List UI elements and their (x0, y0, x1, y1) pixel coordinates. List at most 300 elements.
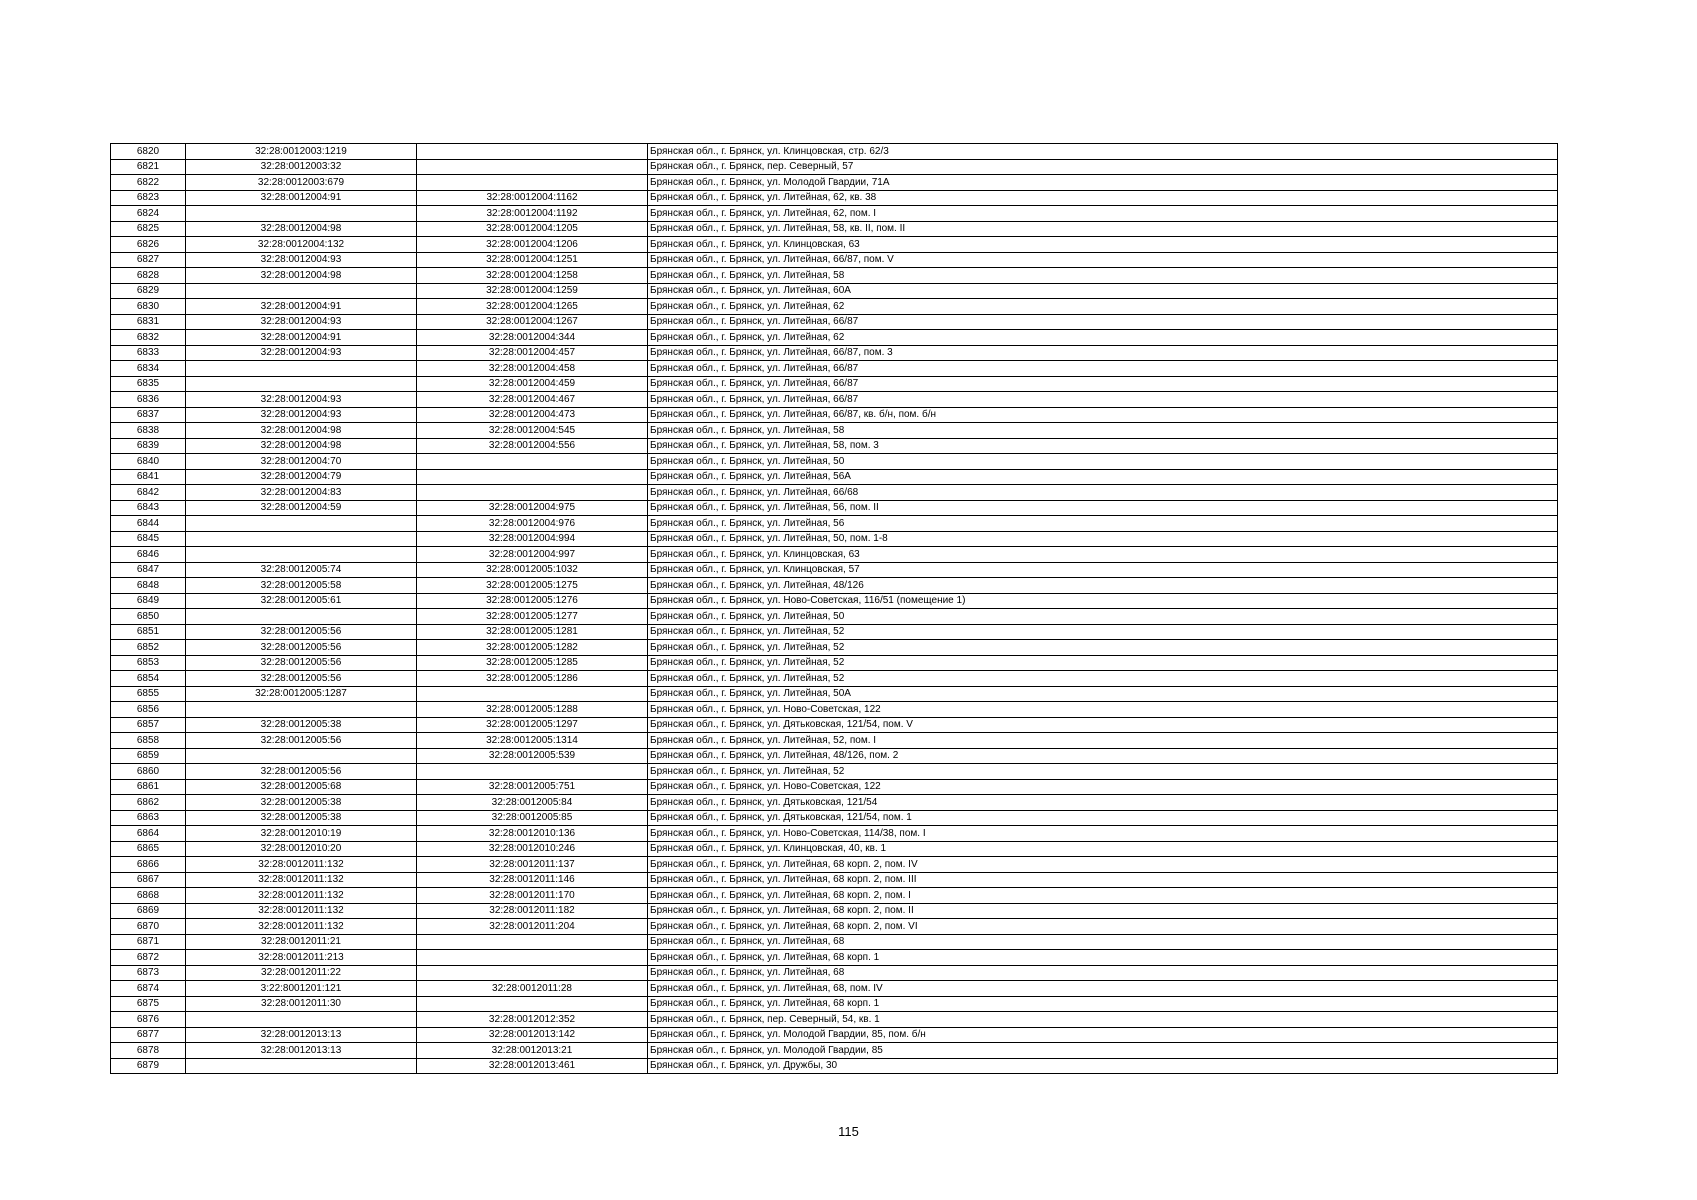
row-number-cell: 6824 (111, 206, 186, 222)
address-cell: Брянская обл., г. Брянск, ул. Литейная, 68, пом. IV (648, 981, 1558, 997)
land-cadastral-number-cell: 32:28:0012011:213 (186, 950, 417, 966)
land-cadastral-number-cell: 32:28:0012004:70 (186, 454, 417, 470)
table-row (111, 221, 1558, 237)
object-cadastral-number-cell: 32:28:0012010:246 (417, 841, 648, 857)
address-cell: Брянская обл., г. Брянск, ул. Литейная, 56 (648, 516, 1558, 532)
object-cadastral-number-cell: 32:28:0012013:461 (417, 1058, 648, 1074)
table-row (111, 593, 1558, 609)
table-row (111, 578, 1558, 594)
land-cadastral-number-cell (186, 748, 417, 764)
page-number: 115 (838, 1124, 859, 1139)
row-number-cell: 6860 (111, 764, 186, 780)
table-row (111, 314, 1558, 330)
land-cadastral-number-cell (186, 283, 417, 299)
address-cell: Брянская обл., г. Брянск, ул. Литейная, 68 корп. 2, пом. II (648, 903, 1558, 919)
address-cell: Брянская обл., г. Брянск, ул. Клинцовская, 63 (648, 237, 1558, 253)
address-cell: Брянская обл., г. Брянск, ул. Литейная, 62, пом. I (648, 206, 1558, 222)
object-cadastral-number-cell: 32:28:0012005:1281 (417, 624, 648, 640)
row-number-cell: 6840 (111, 454, 186, 470)
address-cell: Брянская обл., г. Брянск, ул. Литейная, 50 (648, 454, 1558, 470)
address-cell: Брянская обл., г. Брянск, ул. Литейная, 50 (648, 609, 1558, 625)
land-cadastral-number-cell: 32:28:0012004:98 (186, 438, 417, 454)
table-row (111, 283, 1558, 299)
land-cadastral-number-cell: 3:22:8001201:121 (186, 981, 417, 997)
object-cadastral-number-cell: 32:28:0012005:84 (417, 795, 648, 811)
land-cadastral-number-cell: 32:28:0012011:132 (186, 888, 417, 904)
table-row (111, 950, 1558, 966)
land-cadastral-number-cell: 32:28:0012004:91 (186, 190, 417, 206)
object-cadastral-number-cell: 32:28:0012004:556 (417, 438, 648, 454)
table-row (111, 671, 1558, 687)
object-cadastral-number-cell: 32:28:0012005:1288 (417, 702, 648, 718)
address-cell: Брянская обл., г. Брянск, ул. Литейная, 58, пом. 3 (648, 438, 1558, 454)
table-row (111, 299, 1558, 315)
row-number-cell: 6837 (111, 407, 186, 423)
address-cell: Брянская обл., г. Брянск, ул. Молодой Гвардии, 85, пом. б/н (648, 1027, 1558, 1043)
address-cell: Брянская обл., г. Брянск, ул. Литейная, 52 (648, 655, 1558, 671)
row-number-cell: 6828 (111, 268, 186, 284)
land-cadastral-number-cell: 32:28:0012003:32 (186, 159, 417, 175)
object-cadastral-number-cell: 32:28:0012004:1192 (417, 206, 648, 222)
address-cell: Брянская обл., г. Брянск, ул. Ново-Советская, 122 (648, 779, 1558, 795)
address-cell: Брянская обл., г. Брянск, ул. Дятьковская, 121/54, пом. V (648, 717, 1558, 733)
object-cadastral-number-cell: 32:28:0012005:1285 (417, 655, 648, 671)
address-cell: Брянская обл., г. Брянск, пер. Северный, 54, кв. 1 (648, 1012, 1558, 1028)
address-cell: Брянская обл., г. Брянск, ул. Литейная, 52 (648, 640, 1558, 656)
table-row (111, 640, 1558, 656)
address-cell: Брянская обл., г. Брянск, ул. Литейная, 52 (648, 671, 1558, 687)
land-cadastral-number-cell: 32:28:0012005:56 (186, 640, 417, 656)
object-cadastral-number-cell: 32:28:0012004:1251 (417, 252, 648, 268)
object-cadastral-number-cell: 32:28:0012004:458 (417, 361, 648, 377)
row-number-cell: 6852 (111, 640, 186, 656)
table-row (111, 268, 1558, 284)
object-cadastral-number-cell: 32:28:0012005:1282 (417, 640, 648, 656)
table-row (111, 934, 1558, 950)
object-cadastral-number-cell: 32:28:0012005:1297 (417, 717, 648, 733)
table-row (111, 376, 1558, 392)
table-row (111, 392, 1558, 408)
address-cell: Брянская обл., г. Брянск, ул. Клинцовская, 63 (648, 547, 1558, 563)
table-row (111, 888, 1558, 904)
row-number-cell: 6848 (111, 578, 186, 594)
object-cadastral-number-cell: 32:28:0012005:751 (417, 779, 648, 795)
address-cell: Брянская обл., г. Брянск, ул. Литейная, 58 (648, 423, 1558, 439)
object-cadastral-number-cell: 32:28:0012005:539 (417, 748, 648, 764)
object-cadastral-number-cell: 32:28:0012004:1162 (417, 190, 648, 206)
row-number-cell: 6854 (111, 671, 186, 687)
object-cadastral-number-cell: 32:28:0012011:146 (417, 872, 648, 888)
address-cell: Брянская обл., г. Брянск, ул. Литейная, 56, пом. II (648, 500, 1558, 516)
row-number-cell: 6826 (111, 237, 186, 253)
address-cell: Брянская обл., г. Брянск, ул. Клинцовская, 40, кв. 1 (648, 841, 1558, 857)
registry-table-body (111, 144, 1558, 1074)
row-number-cell: 6864 (111, 826, 186, 842)
address-cell: Брянская обл., г. Брянск, пер. Северный, 57 (648, 159, 1558, 175)
row-number-cell: 6849 (111, 593, 186, 609)
table-row (111, 996, 1558, 1012)
object-cadastral-number-cell: 32:28:0012012:352 (417, 1012, 648, 1028)
object-cadastral-number-cell: 32:28:0012011:170 (417, 888, 648, 904)
address-cell: Брянская обл., г. Брянск, ул. Дятьковская, 121/54, пом. 1 (648, 810, 1558, 826)
land-cadastral-number-cell: 32:28:0012011:21 (186, 934, 417, 950)
object-cadastral-number-cell: 32:28:0012005:1276 (417, 593, 648, 609)
land-cadastral-number-cell: 32:28:0012005:68 (186, 779, 417, 795)
land-cadastral-number-cell (186, 1058, 417, 1074)
object-cadastral-number-cell (417, 764, 648, 780)
row-number-cell: 6856 (111, 702, 186, 718)
table-row (111, 624, 1558, 640)
land-cadastral-number-cell (186, 531, 417, 547)
table-row (111, 872, 1558, 888)
object-cadastral-number-cell: 32:28:0012004:1205 (417, 221, 648, 237)
row-number-cell: 6825 (111, 221, 186, 237)
object-cadastral-number-cell: 32:28:0012005:85 (417, 810, 648, 826)
address-cell: Брянская обл., г. Брянск, ул. Литейная, 52 (648, 764, 1558, 780)
table-row (111, 655, 1558, 671)
row-number-cell: 6859 (111, 748, 186, 764)
row-number-cell: 6829 (111, 283, 186, 299)
land-cadastral-number-cell: 32:28:0012011:30 (186, 996, 417, 1012)
land-cadastral-number-cell: 32:28:0012004:93 (186, 252, 417, 268)
table-row (111, 454, 1558, 470)
object-cadastral-number-cell: 32:28:0012004:457 (417, 345, 648, 361)
object-cadastral-number-cell: 32:28:0012004:545 (417, 423, 648, 439)
row-number-cell: 6870 (111, 919, 186, 935)
address-cell: Брянская обл., г. Брянск, ул. Литейная, 60А (648, 283, 1558, 299)
table-row (111, 159, 1558, 175)
object-cadastral-number-cell: 32:28:0012004:1206 (417, 237, 648, 253)
table-row (111, 1043, 1558, 1059)
row-number-cell: 6842 (111, 485, 186, 501)
row-number-cell: 6873 (111, 965, 186, 981)
address-cell: Брянская обл., г. Брянск, ул. Литейная, 62 (648, 299, 1558, 315)
row-number-cell: 6820 (111, 144, 186, 160)
address-cell: Брянская обл., г. Брянск, ул. Литейная, 62 (648, 330, 1558, 346)
row-number-cell: 6831 (111, 314, 186, 330)
address-cell: Брянская обл., г. Брянск, ул. Ново-Советская, 122 (648, 702, 1558, 718)
land-cadastral-number-cell: 32:28:0012005:56 (186, 764, 417, 780)
row-number-cell: 6841 (111, 469, 186, 485)
land-cadastral-number-cell: 32:28:0012004:98 (186, 268, 417, 284)
address-cell: Брянская обл., г. Брянск, ул. Литейная, 66/87, пом. V (648, 252, 1558, 268)
object-cadastral-number-cell: 32:28:0012005:1314 (417, 733, 648, 749)
table-row (111, 733, 1558, 749)
object-cadastral-number-cell: 32:28:0012011:137 (417, 857, 648, 873)
address-cell: Брянская обл., г. Брянск, ул. Клинцовская, стр. 62/3 (648, 144, 1558, 160)
table-row (111, 190, 1558, 206)
address-cell: Брянская обл., г. Брянск, ул. Литейная, 68 корп. 2, пом. VI (648, 919, 1558, 935)
object-cadastral-number-cell: 32:28:0012004:473 (417, 407, 648, 423)
address-cell: Брянская обл., г. Брянск, ул. Ново-Советская, 114/38, пом. I (648, 826, 1558, 842)
table-row (111, 810, 1558, 826)
table-row (111, 764, 1558, 780)
table-row (111, 795, 1558, 811)
row-number-cell: 6878 (111, 1043, 186, 1059)
land-cadastral-number-cell: 32:28:0012013:13 (186, 1027, 417, 1043)
table-row (111, 965, 1558, 981)
land-cadastral-number-cell: 32:28:0012005:56 (186, 655, 417, 671)
table-row (111, 1027, 1558, 1043)
land-cadastral-number-cell: 32:28:0012004:98 (186, 221, 417, 237)
address-cell: Брянская обл., г. Брянск, ул. Клинцовская, 57 (648, 562, 1558, 578)
table-row (111, 423, 1558, 439)
land-cadastral-number-cell: 32:28:0012004:91 (186, 299, 417, 315)
address-cell: Брянская обл., г. Брянск, ул. Литейная, 68 корп. 2, пом. IV (648, 857, 1558, 873)
address-cell: Брянская обл., г. Брянск, ул. Литейная, 62, кв. 38 (648, 190, 1558, 206)
land-cadastral-number-cell (186, 361, 417, 377)
table-row (111, 516, 1558, 532)
table-row (111, 609, 1558, 625)
address-cell: Брянская обл., г. Брянск, ул. Литейная, 66/87 (648, 314, 1558, 330)
table-row (111, 981, 1558, 997)
land-cadastral-number-cell: 32:28:0012005:56 (186, 624, 417, 640)
object-cadastral-number-cell: 32:28:0012013:142 (417, 1027, 648, 1043)
table-row (111, 345, 1558, 361)
row-number-cell: 6847 (111, 562, 186, 578)
table-row (111, 330, 1558, 346)
table-row (111, 407, 1558, 423)
object-cadastral-number-cell (417, 485, 648, 501)
table-row (111, 485, 1558, 501)
land-cadastral-number-cell: 32:28:0012005:38 (186, 810, 417, 826)
object-cadastral-number-cell: 32:28:0012004:1267 (417, 314, 648, 330)
address-cell: Брянская обл., г. Брянск, ул. Литейная, 68 (648, 934, 1558, 950)
address-cell: Брянская обл., г. Брянск, ул. Литейная, 66/87 (648, 392, 1558, 408)
object-cadastral-number-cell (417, 144, 648, 160)
object-cadastral-number-cell: 32:28:0012011:28 (417, 981, 648, 997)
table-row (111, 252, 1558, 268)
land-cadastral-number-cell: 32:28:0012005:58 (186, 578, 417, 594)
row-number-cell: 6821 (111, 159, 186, 175)
address-cell: Брянская обл., г. Брянск, ул. Дятьковская, 121/54 (648, 795, 1558, 811)
table-row (111, 206, 1558, 222)
address-cell: Брянская обл., г. Брянск, ул. Дружбы, 30 (648, 1058, 1558, 1074)
land-cadastral-number-cell: 32:28:0012003:1219 (186, 144, 417, 160)
address-cell: Брянская обл., г. Брянск, ул. Литейная, 50, пом. 1-8 (648, 531, 1558, 547)
table-row (111, 469, 1558, 485)
row-number-cell: 6858 (111, 733, 186, 749)
table-row (111, 175, 1558, 191)
table-row (111, 857, 1558, 873)
land-cadastral-number-cell (186, 609, 417, 625)
land-cadastral-number-cell (186, 702, 417, 718)
object-cadastral-number-cell: 32:28:0012011:204 (417, 919, 648, 935)
row-number-cell: 6862 (111, 795, 186, 811)
object-cadastral-number-cell: 32:28:0012004:994 (417, 531, 648, 547)
land-cadastral-number-cell: 32:28:0012010:20 (186, 841, 417, 857)
land-cadastral-number-cell: 32:28:0012004:79 (186, 469, 417, 485)
land-cadastral-number-cell: 32:28:0012011:132 (186, 857, 417, 873)
row-number-cell: 6839 (111, 438, 186, 454)
land-cadastral-number-cell (186, 547, 417, 563)
table-row (111, 1058, 1558, 1074)
row-number-cell: 6823 (111, 190, 186, 206)
row-number-cell: 6827 (111, 252, 186, 268)
land-cadastral-number-cell (186, 376, 417, 392)
address-cell: Брянская обл., г. Брянск, ул. Молодой Гвардии, 71А (648, 175, 1558, 191)
object-cadastral-number-cell: 32:28:0012004:975 (417, 500, 648, 516)
address-cell: Брянская обл., г. Брянск, ул. Ново-Советская, 116/51 (помещение 1) (648, 593, 1558, 609)
table-row (111, 826, 1558, 842)
table-row (111, 919, 1558, 935)
object-cadastral-number-cell: 32:28:0012011:182 (417, 903, 648, 919)
land-cadastral-number-cell: 32:28:0012004:83 (186, 485, 417, 501)
address-cell: Брянская обл., г. Брянск, ул. Литейная, 52, пом. I (648, 733, 1558, 749)
address-cell: Брянская обл., г. Брянск, ул. Литейная, 58 (648, 268, 1558, 284)
land-cadastral-number-cell: 32:28:0012004:93 (186, 407, 417, 423)
land-cadastral-number-cell: 32:28:0012005:38 (186, 795, 417, 811)
object-cadastral-number-cell (417, 159, 648, 175)
land-cadastral-number-cell: 32:28:0012003:679 (186, 175, 417, 191)
object-cadastral-number-cell: 32:28:0012013:21 (417, 1043, 648, 1059)
row-number-cell: 6855 (111, 686, 186, 702)
row-number-cell: 6838 (111, 423, 186, 439)
land-cadastral-number-cell: 32:28:0012011:132 (186, 872, 417, 888)
object-cadastral-number-cell (417, 996, 648, 1012)
object-cadastral-number-cell: 32:28:0012005:1275 (417, 578, 648, 594)
table-row (111, 903, 1558, 919)
row-number-cell: 6866 (111, 857, 186, 873)
address-cell: Брянская обл., г. Брянск, ул. Литейная, 66/87, пом. 3 (648, 345, 1558, 361)
land-cadastral-number-cell: 32:28:0012004:98 (186, 423, 417, 439)
land-cadastral-number-cell: 32:28:0012004:93 (186, 345, 417, 361)
land-cadastral-number-cell: 32:28:0012004:59 (186, 500, 417, 516)
object-cadastral-number-cell (417, 686, 648, 702)
object-cadastral-number-cell (417, 950, 648, 966)
address-cell: Брянская обл., г. Брянск, ул. Литейная, 68 (648, 965, 1558, 981)
object-cadastral-number-cell: 32:28:0012005:1032 (417, 562, 648, 578)
object-cadastral-number-cell (417, 965, 648, 981)
land-cadastral-number-cell (186, 516, 417, 532)
row-number-cell: 6877 (111, 1027, 186, 1043)
address-cell: Брянская обл., г. Брянск, ул. Литейная, 66/68 (648, 485, 1558, 501)
object-cadastral-number-cell: 32:28:0012004:976 (417, 516, 648, 532)
row-number-cell: 6851 (111, 624, 186, 640)
table-row (111, 748, 1558, 764)
table-row (111, 717, 1558, 733)
land-cadastral-number-cell: 32:28:0012005:1287 (186, 686, 417, 702)
row-number-cell: 6875 (111, 996, 186, 1012)
row-number-cell: 6833 (111, 345, 186, 361)
table-row (111, 1012, 1558, 1028)
object-cadastral-number-cell: 32:28:0012004:459 (417, 376, 648, 392)
row-number-cell: 6874 (111, 981, 186, 997)
object-cadastral-number-cell (417, 454, 648, 470)
row-number-cell: 6822 (111, 175, 186, 191)
land-cadastral-number-cell: 32:28:0012005:74 (186, 562, 417, 578)
address-cell: Брянская обл., г. Брянск, ул. Литейная, 66/87 (648, 361, 1558, 377)
table-row (111, 438, 1558, 454)
address-cell: Брянская обл., г. Брянск, ул. Литейная, 48/126 (648, 578, 1558, 594)
row-number-cell: 6867 (111, 872, 186, 888)
row-number-cell: 6857 (111, 717, 186, 733)
address-cell: Брянская обл., г. Брянск, ул. Литейная, 66/87 (648, 376, 1558, 392)
table-row (111, 686, 1558, 702)
row-number-cell: 6876 (111, 1012, 186, 1028)
row-number-cell: 6844 (111, 516, 186, 532)
row-number-cell: 6861 (111, 779, 186, 795)
table-row (111, 779, 1558, 795)
row-number-cell: 6863 (111, 810, 186, 826)
row-number-cell: 6871 (111, 934, 186, 950)
object-cadastral-number-cell: 32:28:0012005:1286 (417, 671, 648, 687)
row-number-cell: 6865 (111, 841, 186, 857)
object-cadastral-number-cell: 32:28:0012004:1259 (417, 283, 648, 299)
address-cell: Брянская обл., г. Брянск, ул. Литейная, 68 корп. 1 (648, 996, 1558, 1012)
table-row (111, 361, 1558, 377)
land-cadastral-number-cell: 32:28:0012011:22 (186, 965, 417, 981)
row-number-cell: 6843 (111, 500, 186, 516)
address-cell: Брянская обл., г. Брянск, ул. Литейная, 48/126, пом. 2 (648, 748, 1558, 764)
table-row (111, 547, 1558, 563)
row-number-cell: 6845 (111, 531, 186, 547)
row-number-cell: 6830 (111, 299, 186, 315)
row-number-cell: 6850 (111, 609, 186, 625)
row-number-cell: 6835 (111, 376, 186, 392)
land-cadastral-number-cell: 32:28:0012004:93 (186, 314, 417, 330)
land-cadastral-number-cell: 32:28:0012005:38 (186, 717, 417, 733)
land-cadastral-number-cell: 32:28:0012011:132 (186, 919, 417, 935)
land-cadastral-number-cell: 32:28:0012013:13 (186, 1043, 417, 1059)
address-cell: Брянская обл., г. Брянск, ул. Литейная, 68 корп. 2, пом. I (648, 888, 1558, 904)
registry-table (110, 143, 1558, 1074)
table-row (111, 841, 1558, 857)
object-cadastral-number-cell (417, 175, 648, 191)
row-number-cell: 6836 (111, 392, 186, 408)
row-number-cell: 6869 (111, 903, 186, 919)
row-number-cell: 6868 (111, 888, 186, 904)
object-cadastral-number-cell: 32:28:0012004:344 (417, 330, 648, 346)
address-cell: Брянская обл., г. Брянск, ул. Литейная, 52 (648, 624, 1558, 640)
table-row (111, 531, 1558, 547)
table-row (111, 144, 1558, 160)
land-cadastral-number-cell: 32:28:0012010:19 (186, 826, 417, 842)
table-row (111, 237, 1558, 253)
object-cadastral-number-cell (417, 469, 648, 485)
address-cell: Брянская обл., г. Брянск, ул. Литейная, 56А (648, 469, 1558, 485)
address-cell: Брянская обл., г. Брянск, ул. Молодой Гвардии, 85 (648, 1043, 1558, 1059)
land-cadastral-number-cell: 32:28:0012004:91 (186, 330, 417, 346)
object-cadastral-number-cell: 32:28:0012004:997 (417, 547, 648, 563)
row-number-cell: 6872 (111, 950, 186, 966)
row-number-cell: 6879 (111, 1058, 186, 1074)
land-cadastral-number-cell: 32:28:0012005:61 (186, 593, 417, 609)
land-cadastral-number-cell (186, 1012, 417, 1028)
address-cell: Брянская обл., г. Брянск, ул. Литейная, 66/87, кв. б/н, пом. б/н (648, 407, 1558, 423)
land-cadastral-number-cell: 32:28:0012005:56 (186, 671, 417, 687)
address-cell: Брянская обл., г. Брянск, ул. Литейная, 68 корп. 2, пом. III (648, 872, 1558, 888)
row-number-cell: 6834 (111, 361, 186, 377)
address-cell: Брянская обл., г. Брянск, ул. Литейная, 58, кв. II, пом. II (648, 221, 1558, 237)
land-cadastral-number-cell: 32:28:0012004:93 (186, 392, 417, 408)
land-cadastral-number-cell: 32:28:0012004:132 (186, 237, 417, 253)
object-cadastral-number-cell: 32:28:0012004:1258 (417, 268, 648, 284)
row-number-cell: 6832 (111, 330, 186, 346)
address-cell: Брянская обл., г. Брянск, ул. Литейная, 68 корп. 1 (648, 950, 1558, 966)
object-cadastral-number-cell: 32:28:0012004:467 (417, 392, 648, 408)
land-cadastral-number-cell (186, 206, 417, 222)
row-number-cell: 6853 (111, 655, 186, 671)
row-number-cell: 6846 (111, 547, 186, 563)
land-cadastral-number-cell: 32:28:0012011:132 (186, 903, 417, 919)
object-cadastral-number-cell: 32:28:0012005:1277 (417, 609, 648, 625)
object-cadastral-number-cell (417, 934, 648, 950)
table-row (111, 562, 1558, 578)
object-cadastral-number-cell: 32:28:0012010:136 (417, 826, 648, 842)
land-cadastral-number-cell: 32:28:0012005:56 (186, 733, 417, 749)
table-row (111, 702, 1558, 718)
